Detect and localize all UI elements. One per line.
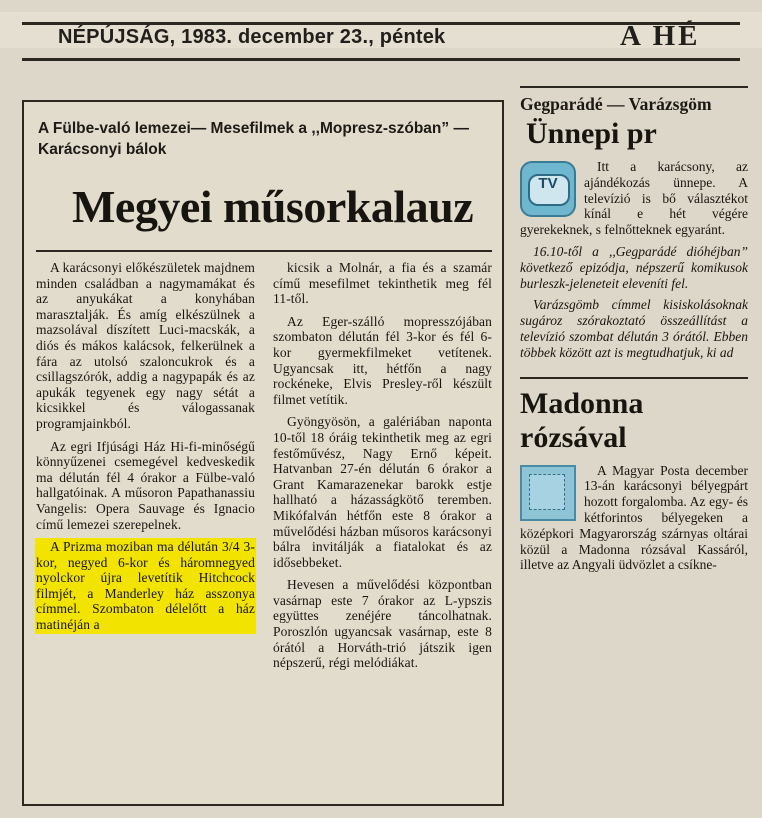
paragraph: Gyöngyösön, a galériában naponta 10-től 18 óráig tekinthetik meg az egri festőművész, Nagy Ernő képeit. Hatvanban 27-én délután 6 órakor a Grant Kamarazenekar barokk estje hallható a házasságkötő teremben. Mikófalván hétfőn este 8 órakor a művelődési házban műsoros karácsonyi bálra invitálják a fiatalokat és az idősebbeket. (273, 414, 492, 570)
article-column-2 (273, 260, 492, 800)
main-article (22, 100, 504, 806)
masthead-rule-bottom (22, 58, 740, 61)
madonna-section (520, 387, 748, 580)
tv-icon-label: TV (538, 175, 558, 192)
stamp-icon (520, 465, 576, 521)
paragraph: A karácsonyi előkészületek majdnem minden családban a nagymamákat és az anyukákat a konyhában marasztalják. És amíg elkészülnek a mazsolával díszített Luci-macskák, a diós és mákos kalácsok, felkerülnek a fára az utolsó szaloncukrok és a csillagszórók, addig a nagypapák és az apukák tegyenek egy nagy sétát a kicsikkel és válogassanak programjainkból. (36, 260, 255, 431)
tv-section-headline: Ünnepi pr (526, 117, 657, 150)
paragraph: 16.10-től a ,,Gegparádé dióhéjban” következő epizódja, népszerű komikusok burleszk-jeleneteit eleveníti fel. (520, 243, 748, 291)
paragraph: Az Eger-szálló mopresszójában szombaton délután fél 3-kor és fél 6-kor gyermekfilmeket vetítenek. Ugyancsak itt, hétfőn a nagy rockéneke, Elvis Presley-ről készült filmet vetítik. (273, 313, 492, 407)
stamp-icon-inner (529, 474, 565, 510)
madonna-section-body (520, 463, 748, 580)
tv-section-body (520, 159, 748, 367)
masthead-title: NÉPÚJSÁG, 1983. december 23., péntek (58, 26, 446, 48)
article-column-1 (36, 260, 255, 800)
tv-section-kicker: Gegparádé — Varázsgöm (520, 94, 712, 114)
madonna-title-line1: Madonna (520, 386, 644, 420)
paragraph: A Magyar Posta december 13-án karácsonyi bélyegpárt hozott forgalomba. Az egy- és kétforintos bélyegeken a középkori Magyarország szárnyas oltárai közül a Madonna rózsával Kassáról, illetve az Angyali üdvözlet a csíkne- (520, 462, 748, 573)
tv-icon (520, 161, 576, 217)
section-rule (520, 86, 748, 88)
masthead-right-fragment: A HÉ (620, 20, 701, 52)
right-column (520, 86, 762, 818)
paragraph: Hevesen a művelődési központban vasárnap este 7 órakor az L-ypszis együttes zenéjére táncolhatnak. Poroszlón ugyancsak vasárnap, este 8 órától a Horváth-trió játszik igen népszerű, régi melódiákat. (273, 577, 492, 671)
paragraph: Itt a karácsony, az ajándékozás ünnepe. A televízió is bő választékot kínál e hét végére gyerekeknek, s felnőtteknek egyaránt. (520, 159, 748, 238)
section-separator (520, 377, 748, 379)
paragraph: Varázsgömb címmel kisiskolásoknak sugároz szórakoztató összeállítást a televízió szombat délután 3 órától. Ebben többek között azt is megtudhatjuk, ki ad (520, 297, 748, 360)
paragraph: kicsik a Molnár, a fia és a szamár című mesefilmet tekinthetik meg fél 11-től. (273, 260, 492, 307)
article-body (36, 260, 492, 800)
tv-section (520, 86, 748, 367)
madonna-title-line2: rózsával (520, 420, 627, 454)
masthead (0, 12, 762, 52)
headline-rule (36, 250, 492, 252)
article-headline: Megyei műsorkalauz (72, 181, 474, 232)
paragraph-highlighted: A Prizma moziban ma délután 3/4 3-kor, negyed 6-kor és háromnegyed nyolckor újra levetítik Hitchcock filmjét, a Manderley ház asszonya címmel. Szombaton délelőtt a ház matinéján a (36, 539, 255, 633)
article-kicker: A Fülbe-való lemezei— Mesefilmek a ,,Mopresz-szóban” — Karácsonyi bálok (38, 120, 469, 158)
paragraph: Az egri Ifjúsági Ház Hi-fi-minőségű könnyűzenei csemegével kedveskedik ma délután fél 4 órakor a Fülbe-való hallgatóinak. A műsoron Papathanassiu Vangelis: Opera Sauvage és Ignacio című lemezei szerepelnek. (36, 438, 255, 532)
